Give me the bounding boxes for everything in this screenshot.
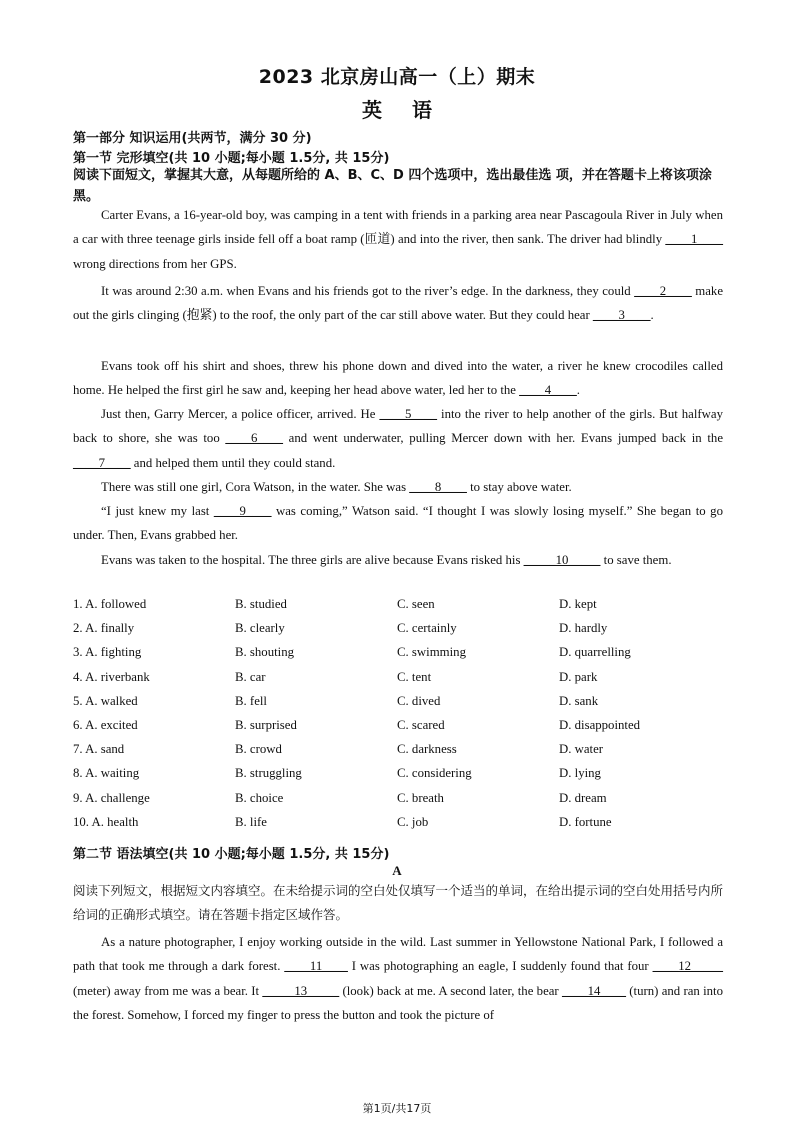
blank-3: ____3____ bbox=[592, 308, 651, 323]
option-row-7 bbox=[73, 742, 723, 766]
text: . bbox=[576, 383, 580, 398]
option-a: 1. A. followed bbox=[73, 597, 147, 611]
option-a: 6. A. excited bbox=[73, 717, 138, 732]
section1-instruction: 阅读下面短文，掌握其大意，从每题所给的 A、B、C、D 四个选项中，选出最佳选 项，并在答题卡上将该项涂黑。 bbox=[73, 168, 712, 204]
option-b: B. studied bbox=[235, 597, 287, 611]
option-d: D. hardly bbox=[559, 621, 608, 636]
option-a: 5. A. walked bbox=[73, 693, 138, 708]
option-c: C. swimming bbox=[397, 645, 466, 660]
blank-4: ____4____ bbox=[519, 383, 577, 398]
text: As a nature photographer, I enjoy working outside in the wild. Last summer in Yellowstone National Park, I followed a path that took me through a dark forest. bbox=[73, 935, 723, 974]
text: to stay above water. bbox=[466, 480, 572, 494]
option-row-1 bbox=[73, 597, 723, 621]
text: and helped them until they could stand. bbox=[130, 455, 336, 470]
option-c: C. tent bbox=[397, 669, 432, 684]
passage1-paragraph-6 bbox=[73, 499, 723, 548]
option-a: 3. A. fighting bbox=[73, 645, 142, 660]
option-c: C. seen bbox=[397, 597, 435, 611]
exam-subject: 英语 bbox=[362, 98, 462, 122]
option-row-5 bbox=[73, 694, 723, 718]
text: into the river to help another of the girls. But halfway back to shore, she was too bbox=[73, 407, 723, 446]
blank-5: ____5____ bbox=[379, 407, 438, 421]
option-c: C. certainly bbox=[397, 621, 457, 636]
option-b: B. surprised bbox=[235, 717, 297, 732]
option-a: 10. A. health bbox=[73, 814, 139, 829]
blank-12: ____12_____ bbox=[652, 959, 723, 974]
text: Just then, Garry Mercer, a police officer, arrived. He bbox=[101, 407, 380, 421]
option-a: 4. A. riverbank bbox=[73, 669, 150, 684]
section2-label: A bbox=[392, 863, 402, 878]
option-b: B. clearly bbox=[235, 621, 285, 636]
option-row-3 bbox=[73, 645, 723, 669]
option-b: B. struggling bbox=[235, 766, 302, 781]
section2-heading: 第二节 语法填空(共 10 小题;每小题 1.5分, 共 15分) bbox=[73, 847, 390, 862]
section1-heading: 第一节 完形填空(共 10 小题;每小题 1.5分, 共 15分) bbox=[73, 151, 390, 166]
blank-8: ____8____ bbox=[409, 480, 467, 494]
passage1-paragraph-1 bbox=[73, 203, 723, 276]
option-d: D. quarrelling bbox=[559, 645, 631, 660]
passage1-paragraph-3 bbox=[73, 354, 723, 403]
blank-9: ____9____ bbox=[213, 504, 272, 518]
option-b: B. life bbox=[235, 814, 267, 829]
text: There was still one girl, Cora Watson, in the water. She was bbox=[101, 480, 410, 494]
option-d: D. disappointed bbox=[559, 717, 641, 732]
option-c: C. breath bbox=[397, 790, 444, 805]
text: (turn) and ran into the forest. Somehow, I forced my finger to press the button and took the picture of bbox=[73, 983, 723, 1022]
exam-title: 2023 北京房山高一（上）期末 bbox=[258, 66, 536, 88]
option-row-9 bbox=[73, 791, 723, 815]
section2-instruction: 阅读下列短文，根据短文内容填空。在未给提示词的空白处仅填写一个适当的单词，在给出提示词的空白处用括号内所给词的正确形式填空。请在答题卡指定区域作答。 bbox=[73, 883, 724, 922]
blank-13: _____13_____ bbox=[262, 983, 340, 998]
text: wrong directions from her GPS. bbox=[73, 256, 237, 271]
text: make out the girls clinging (抱紧) to the roof, the only part of the car still above water. But they could hear bbox=[73, 284, 723, 323]
text: (look) back at me. A second later, the bear bbox=[339, 983, 562, 998]
option-row-8 bbox=[73, 766, 723, 790]
option-c: C. scared bbox=[397, 717, 445, 732]
blank-7: ____7____ bbox=[73, 455, 131, 470]
option-d: D. sank bbox=[559, 693, 599, 708]
text: Carter Evans, a 16-year-old boy, was camping in a tent with friends in a parking area near Pascagoula River in July when a car with three teenage girls inside fell off a boat ramp (匝道) and into the river, then sank. The driver had blindly bbox=[73, 208, 723, 247]
text: and went underwater, pulling Mercer down with her. Evans jumped back in the bbox=[283, 431, 723, 446]
passage2-paragraph bbox=[73, 930, 723, 1027]
blank-10: _____10_____ bbox=[523, 553, 601, 567]
option-row-2 bbox=[73, 621, 723, 645]
option-a: 8. A. waiting bbox=[73, 766, 140, 781]
option-row-6 bbox=[73, 718, 723, 742]
text: to save them. bbox=[600, 553, 672, 567]
option-c: C. dived bbox=[397, 693, 441, 708]
option-d: D. lying bbox=[559, 766, 601, 781]
option-a: 7. A. sand bbox=[73, 742, 125, 757]
text: (meter) away from me was a bear. It bbox=[73, 983, 263, 998]
option-d: D. dream bbox=[559, 790, 607, 805]
option-b: B. car bbox=[235, 669, 266, 684]
blank-1: ____1____ bbox=[665, 232, 723, 247]
blank-11: ____11____ bbox=[284, 959, 348, 974]
text: Evans was taken to the hospital. The three girls are alive because Evans risked his bbox=[101, 553, 524, 567]
text: I was photographing an eagle, I suddenly found that four bbox=[347, 959, 653, 974]
option-b: B. crowd bbox=[235, 742, 282, 757]
option-row-10 bbox=[73, 815, 723, 839]
option-a: 9. A. challenge bbox=[73, 790, 150, 805]
option-b: B. fell bbox=[235, 693, 267, 708]
text: . bbox=[650, 308, 654, 323]
passage1-paragraph-4 bbox=[73, 402, 723, 475]
option-c: C. considering bbox=[397, 766, 472, 781]
passage1-paragraph-2 bbox=[73, 279, 723, 328]
passage1-paragraph-7 bbox=[73, 548, 723, 572]
part1-heading: 第一部分 知识运用(共两节，满分 30 分) bbox=[73, 131, 312, 146]
option-c: C. job bbox=[397, 814, 429, 829]
option-d: D. park bbox=[559, 669, 598, 684]
option-b: B. shouting bbox=[235, 645, 295, 660]
option-a: 2. A. finally bbox=[73, 621, 135, 636]
text: “I just knew my last bbox=[101, 504, 214, 518]
option-d: D. fortune bbox=[559, 814, 612, 829]
blank-2: ____2____ bbox=[634, 284, 692, 298]
text: Evans took off his shirt and shoes, threw his phone down and dived into the water, a river he knew crocodiles called home. He helped the first girl he saw and, keeping her head above water, led her to the bbox=[73, 359, 723, 398]
blank-14: ____14____ bbox=[562, 983, 626, 998]
option-d: D. water bbox=[559, 742, 604, 757]
page-number: 第1页/共17页 bbox=[362, 1102, 432, 1115]
option-b: B. choice bbox=[235, 790, 284, 805]
option-c: C. darkness bbox=[397, 742, 457, 757]
blank-6: ____6____ bbox=[225, 431, 283, 446]
option-d: D. kept bbox=[559, 597, 597, 611]
option-row-4 bbox=[73, 670, 723, 694]
passage1-paragraph-5 bbox=[73, 475, 723, 499]
text: It was around 2:30 a.m. when Evans and his friends got to the river’s edge. In the darkness, they could bbox=[101, 284, 635, 298]
text: was coming,” Watson said. “I thought I was slowly losing myself.” She began to go under. Then, Evans grabbed her. bbox=[73, 504, 723, 543]
options-table bbox=[73, 597, 723, 839]
